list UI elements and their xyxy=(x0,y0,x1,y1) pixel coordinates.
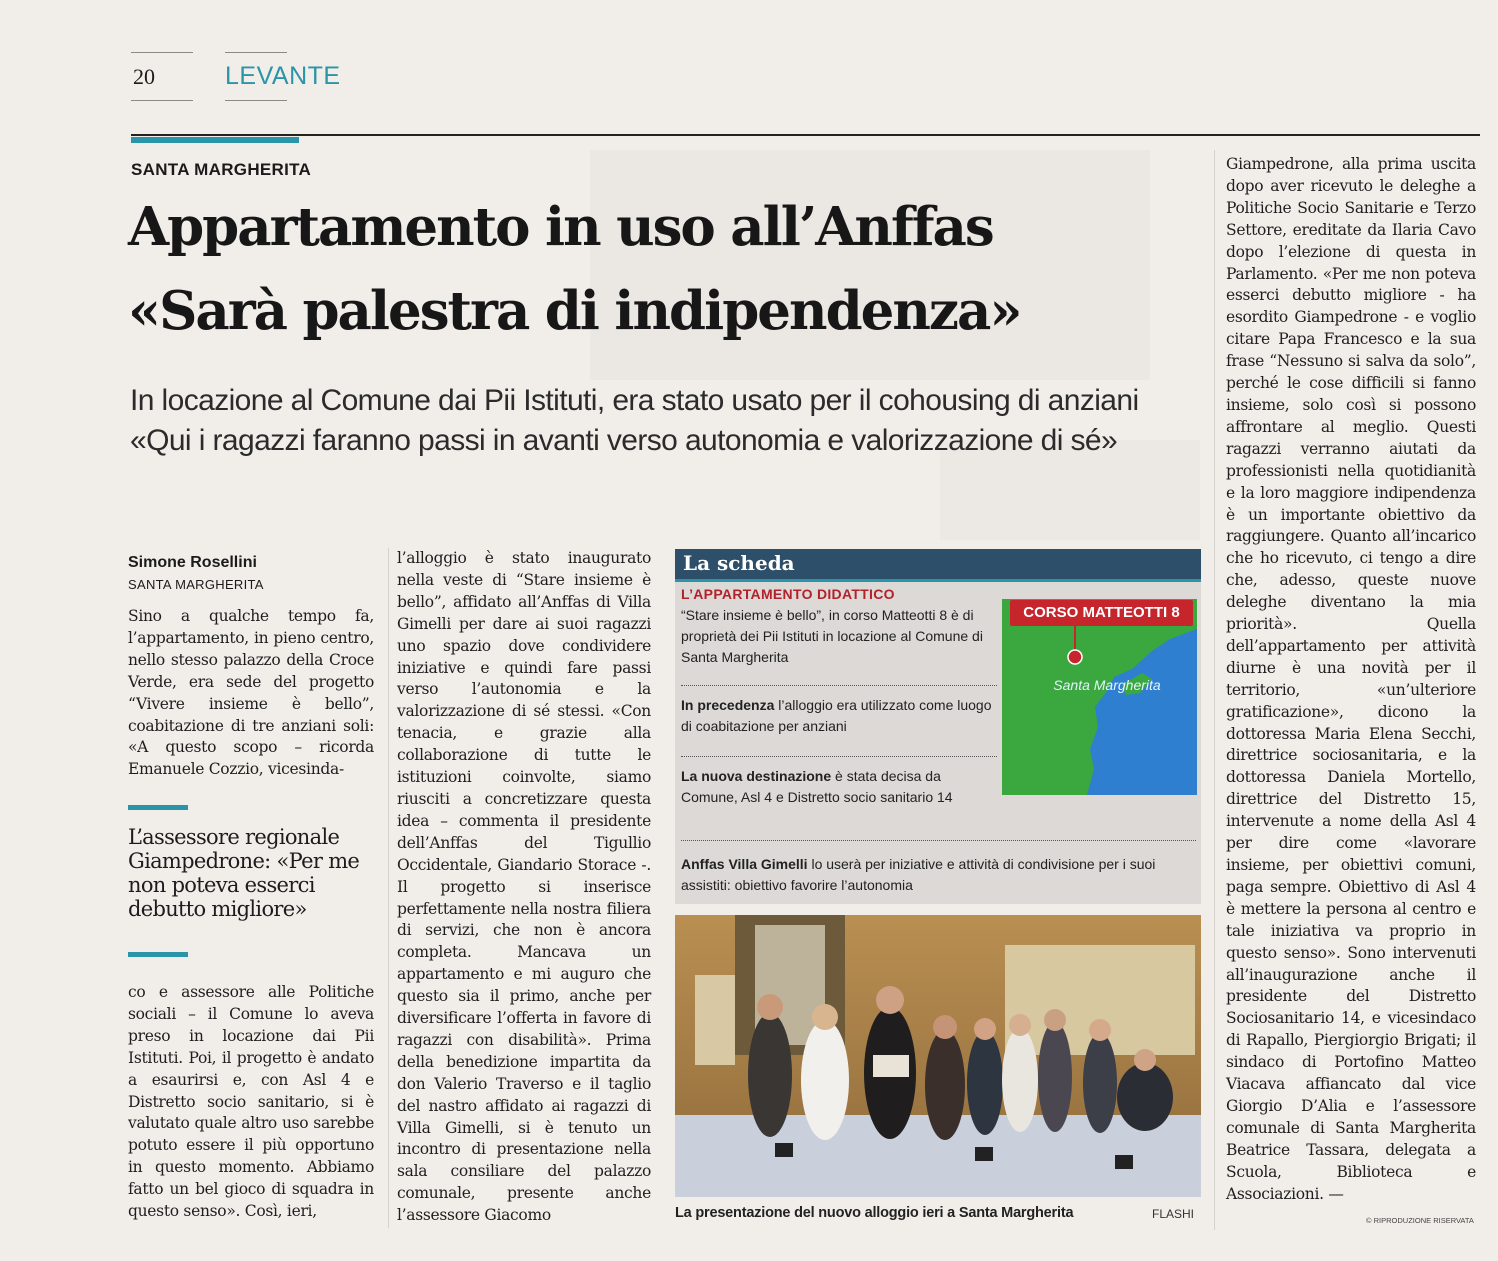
pullquote-accent-top xyxy=(128,805,188,810)
byline-place: SANTA MARGHERITA xyxy=(128,577,264,592)
pullquote: L’assessore regionale Giampedrone: «Per me non poteva esserci debutto migliore» xyxy=(128,825,360,921)
byline-author: Simone Rosellini xyxy=(128,554,257,571)
photo-person-head xyxy=(757,994,783,1020)
photo-person-head xyxy=(933,1015,957,1039)
photo-person xyxy=(1038,1022,1072,1132)
bleed-through-area xyxy=(590,150,1150,380)
info-box-paragraph xyxy=(681,854,1196,896)
subhead-line-2: «Qui i ragazzi faranno passi in avanti verso autonomia e valorizzazione di sé» xyxy=(130,424,1118,457)
photo-person xyxy=(748,1013,792,1137)
page-number: 20 xyxy=(133,64,155,89)
info-box-bold-lead: In precedenza xyxy=(681,697,775,713)
copyright-notice: © RIPRODUZIONE RISERVATA xyxy=(1366,1216,1474,1225)
photo-person xyxy=(925,1030,965,1140)
event-photo xyxy=(675,915,1201,1197)
photo-person xyxy=(801,1020,849,1140)
info-box-text: lo userà per iniziative e attività di condivisione per i suoi assistiti: obiettivo favorire l’autonomia xyxy=(681,856,1156,893)
column-rule xyxy=(388,548,389,1228)
article-kicker: SANTA MARGHERITA xyxy=(131,160,312,179)
info-box-subtitle: L’APPARTAMENTO DIDATTICO xyxy=(681,586,895,602)
photo-credit: FLASHI xyxy=(1152,1207,1195,1221)
column-rule xyxy=(1214,150,1215,1230)
photo-person-head xyxy=(812,1004,838,1030)
info-box-title: La scheda xyxy=(683,551,795,575)
kicker-accent-bar xyxy=(131,137,299,143)
dotted-divider xyxy=(681,756,997,757)
photo-person-seated xyxy=(1117,1063,1173,1131)
photo-booklets xyxy=(873,1055,909,1077)
info-box-paragraph: “Stare insieme è bello”, in corso Matteotti 8 è di proprietà dei Pii Istituti in locazione al Comune di Santa Margherita xyxy=(681,607,983,665)
dotted-divider xyxy=(681,685,997,686)
photo-microphone xyxy=(1115,1155,1133,1169)
section-name: LEVANTE xyxy=(225,62,341,90)
photo-curtain xyxy=(695,975,735,1065)
info-box-text: è stata decisa da Comune, Asl 4 e Distretto socio sanitario 14 xyxy=(681,768,953,805)
info-box-paragraph xyxy=(681,766,1001,808)
header-rule xyxy=(225,100,287,101)
top-rule xyxy=(131,134,1480,136)
map-town-label: Santa Margherita xyxy=(1053,677,1161,693)
photo-person-head xyxy=(1089,1019,1111,1041)
photo-microphone xyxy=(775,1143,793,1157)
body-column-2: l’alloggio è stato inaugurato nella veste di “Stare insieme è bello”, affidato all’Anffas di Villa Gimelli per dare ai suoi ragazzi uno spazio dove condividere iniziative e quindi fare passi verso l’autonomia e la valorizzazione di sé stessi. «Con tenacia, e grazie alla collaborazione di tutte le istituzioni coinvolte, siamo riusciti a concretizzare questa idea – commenta il presidente dell’Anffas del Tigullio Occidentale, Giandario Storace -. Il progetto si inserisce perfettamente nella nostra filiera di servizi, che non è ancora completa. Mancava un appartamento e mi auguro che questo sia il primo, anche per diversificare l’offerta in favore di ragazzi con disabilità». Prima della benedizione impartita da don Valerio Traverso e il taglio del nastro affidato ai ragazzi di Villa Gimelli, si è tenuto un incontro di presentazione nella sala consiliare del palazzo comunale, presente anche l’assessore Giacomo xyxy=(397,549,651,1225)
photo-person-head xyxy=(974,1018,996,1040)
info-box-bold-lead: Anffas Villa Gimelli xyxy=(681,856,808,872)
photo-person-head xyxy=(1009,1014,1031,1036)
info-box-text: l’alloggio era utilizzato come luogo di coabitazione per anziani xyxy=(681,697,992,734)
map-pin xyxy=(1068,650,1082,664)
header-rule xyxy=(131,52,193,53)
body-column-1-bottom: co e assessore alle Politiche sociali – il Comune lo aveva preso in locazione dai Pii Istituti. Poi, il progetto è andato a esaurirsi e, con Asl 4 e Distretto socio sanitario, si è valutato quale altro uso sarebbe potuto essere il più opportuno in questo momento. Abbiamo fatto un bel gioco di squadra in questo senso». Così, ieri, xyxy=(128,983,374,1221)
dotted-divider xyxy=(681,840,1196,841)
header-rule xyxy=(225,52,287,53)
photo-person xyxy=(1002,1028,1038,1132)
body-column-1-top: Sino a qualche tempo fa, l’appartamento, in pieno centro, nello stesso palazzo della Croce Verde, era sede del progetto “Vivere insieme è bello”, coabitazione di tre anziani soli: «A questo scopo – ricorda Emanuele Cozzio, vicesinda- xyxy=(128,607,374,779)
map-location-label: CORSO MATTEOTTI 8 xyxy=(1010,600,1193,626)
headline-line-1: Appartamento in uso all’Anffas xyxy=(128,196,993,258)
headline-line-2: «Sarà palestra di indipendenza» xyxy=(128,280,1021,342)
photo-caption: La presentazione del nuovo alloggio ieri a Santa Margherita xyxy=(675,1205,1074,1221)
photo-person-head xyxy=(876,986,904,1014)
photo-person xyxy=(967,1031,1003,1135)
pullquote-accent-bottom xyxy=(128,952,188,957)
subhead-line-1: In locazione al Comune dai Pii Istituti, era stato usato per il cohousing di anziani xyxy=(130,384,1139,417)
location-map xyxy=(1002,599,1197,795)
info-box-bold-lead: La nuova destinazione xyxy=(681,768,832,784)
header-rule xyxy=(131,100,193,101)
photo-microphone xyxy=(975,1147,993,1161)
photo-person-head xyxy=(1134,1049,1156,1071)
photo-person-head xyxy=(1044,1009,1066,1031)
photo-person xyxy=(1083,1033,1117,1133)
info-box-accent xyxy=(675,579,1201,582)
info-box-paragraph xyxy=(681,695,1001,737)
body-column-4: Giampedrone, alla prima uscita dopo aver ricevuto le deleghe a Politiche Socio Sanitarie e Terzo Settore, ereditate da Ilaria Cavo dopo l’elezione di questa in Parlamento. «Per me non poteva esserci debutto migliore - ha esordito Giampedrone - e voglio citare Papa Francesco e la sua frase “Nessuno si salva da solo”, perché le cose difficili si fanno insieme, solo così si possono affrontare al meglio. Questi ragazzi verranno aiutati da professionisti nella quotidianità e la loro maggiore indipendenza è un importante obiettivo da raggiungere. Quanto all’incarico che ho ricevuto, ci tengo a dire che, adesso, queste nuove deleghe diventano la mia priorità». Quella dell’appartamento per attività diurne è una novità per il territorio, «un’ulteriore gratificazione», dicono la dottoressa Maria Elena Secchi, direttrice sociosanitaria, e la dottoressa Daniela Mortello, direttrice del Distretto 15, intervenute a nome della Asl 4 per dire come «lavorare insieme, per obiettivi comuni, paga sempre. Obiettivo di Asl 4 è mettere la persona al centro e tale iniziativa va proprio in questo senso». Sono intervenuti all’inaugurazione anche il presidente del Distretto Sociosanitario 14, e vicesindaco di Rapallo, Piergiorgio Brigati; il sindaco di Portofino Matteo Viacava affiancato dal vice Giorgio D’Alia e l’assessore comunale di Santa Margherita Beatrice Tassara, delegata a Scuola, Biblioteca e Associazioni. — xyxy=(1226,155,1476,1203)
